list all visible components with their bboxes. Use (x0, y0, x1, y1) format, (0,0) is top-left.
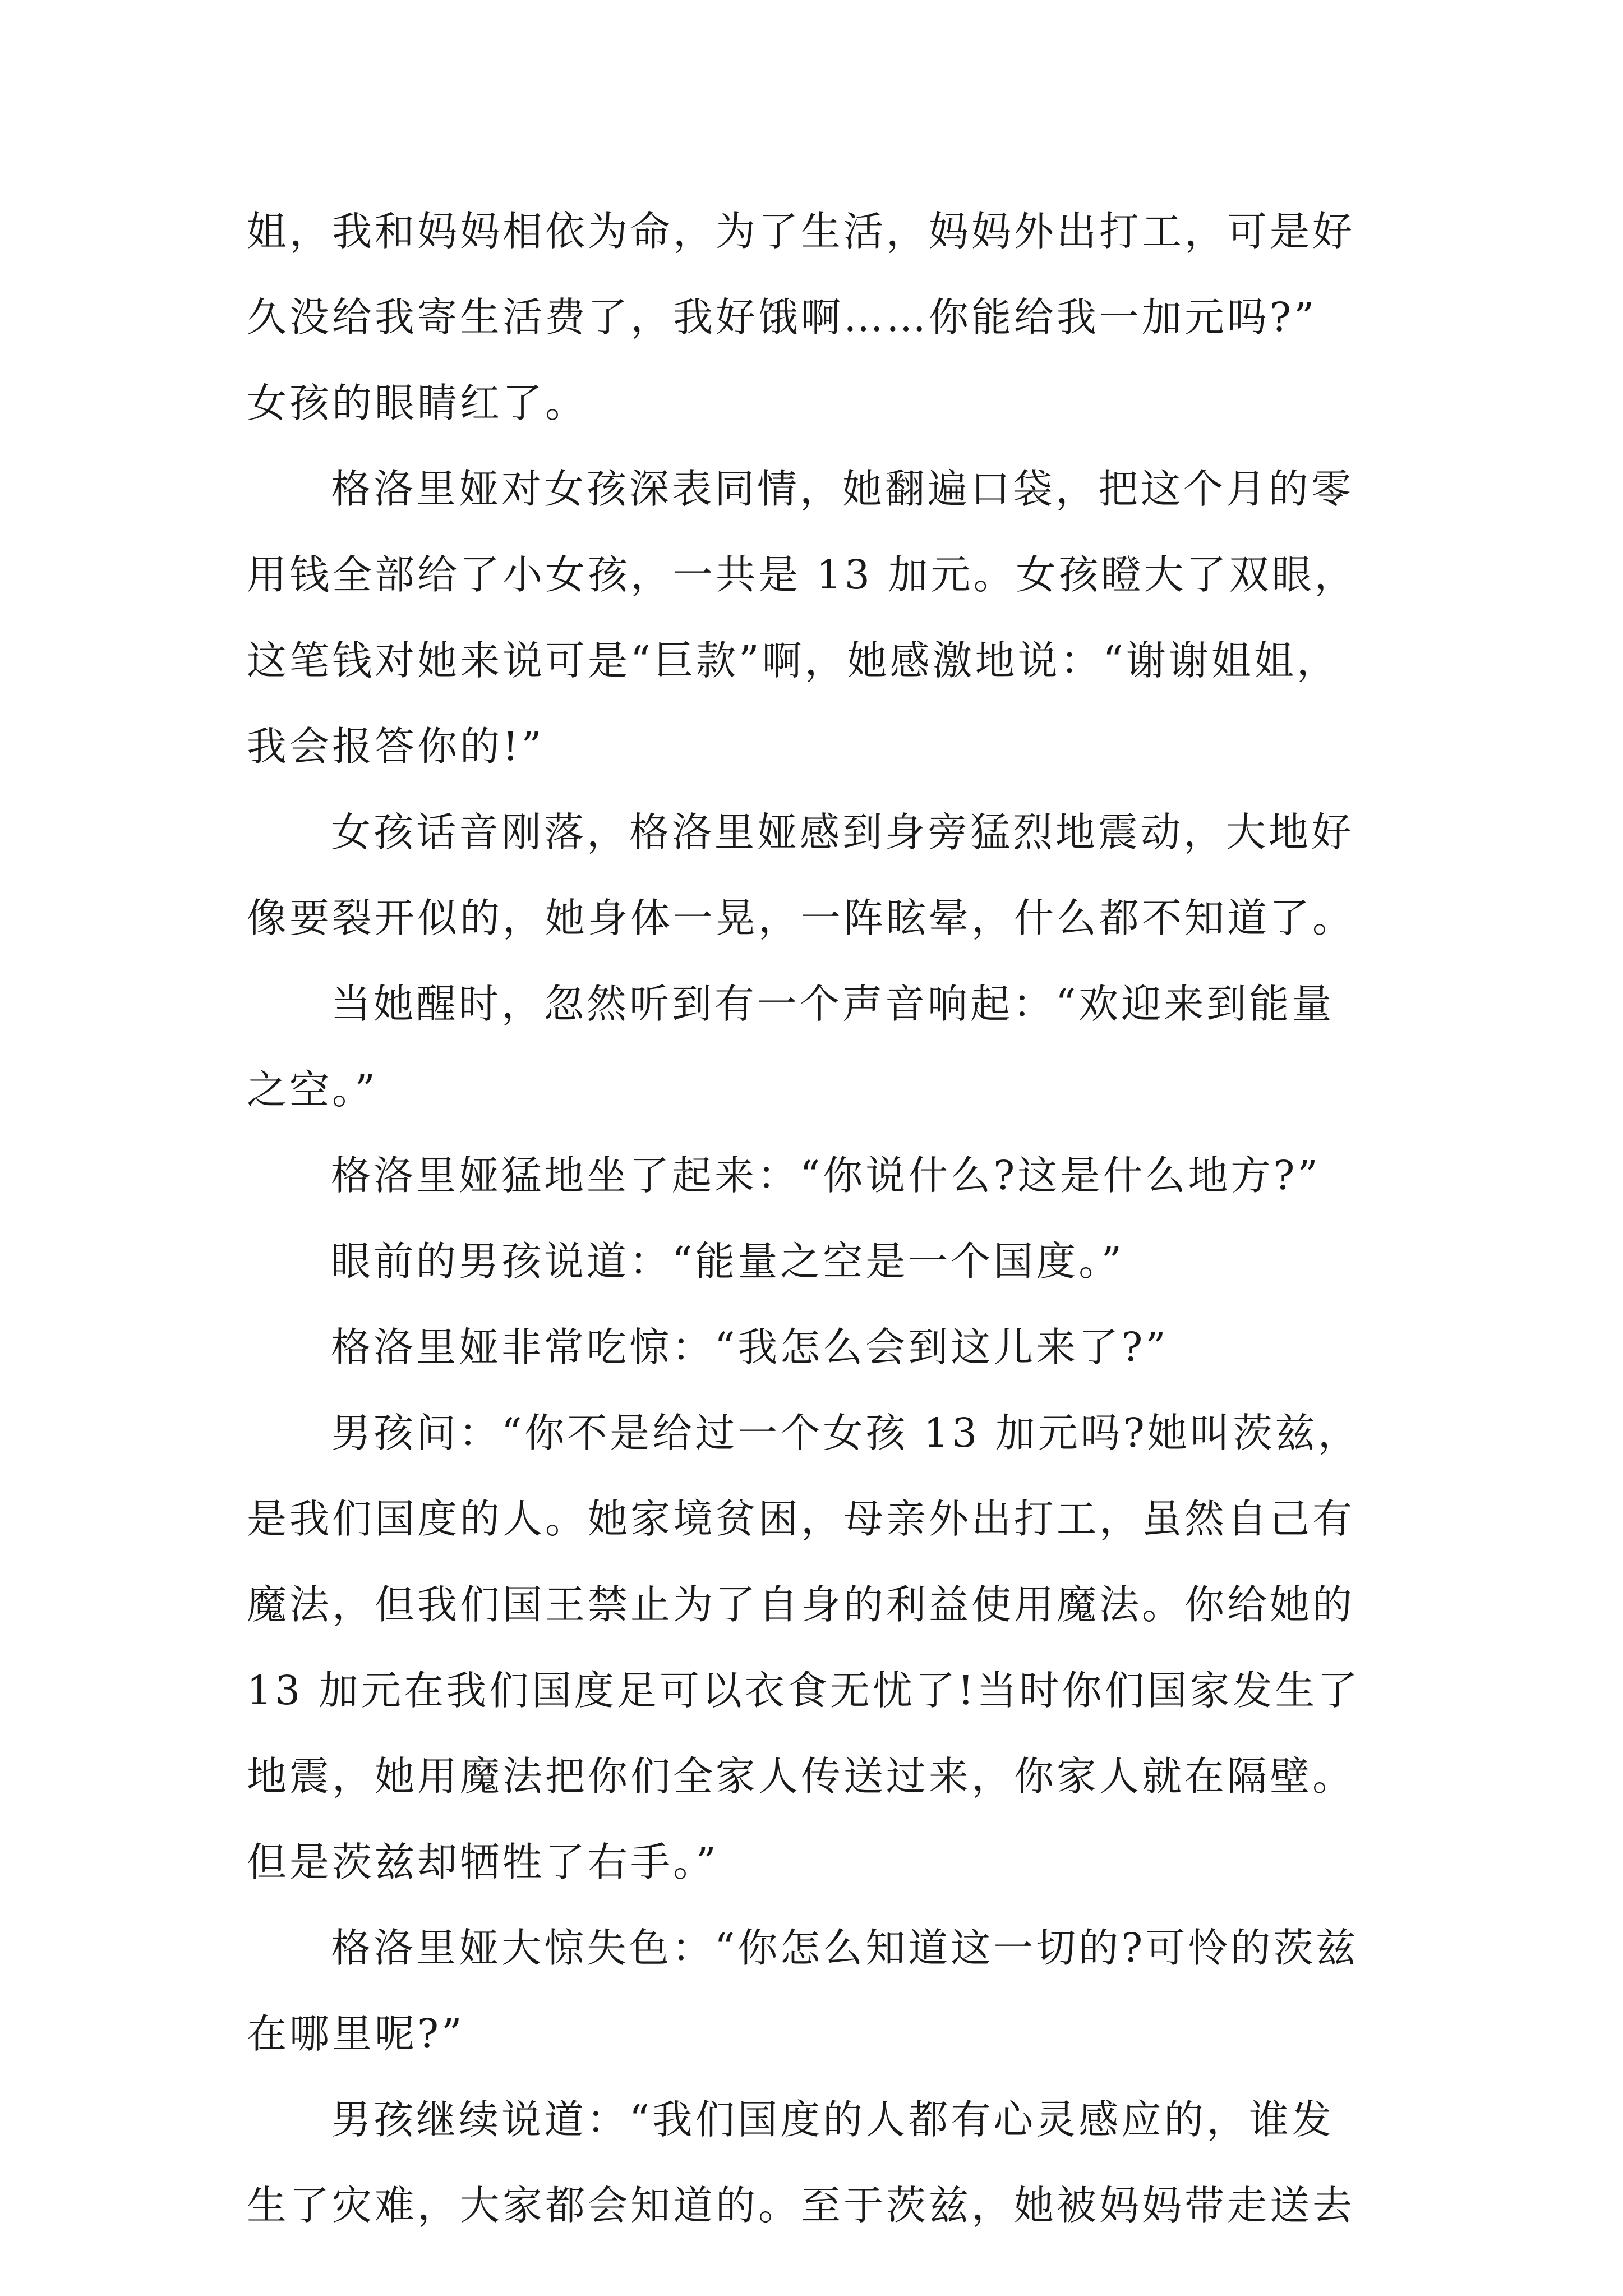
text-line: 地震，她用魔法把你们全家人传送过来，你家人就在隔壁。 (247, 1753, 1355, 1800)
text-line: 眼前的男孩说道：“能量之空是一个国度。” (331, 1238, 1125, 1285)
text-line: 格洛里娅大惊失色：“你怎么知道这一切的?可怜的茨兹 (331, 1925, 1359, 1971)
text-line: 当她醒时，忽然听到有一个声音响起：“欢迎来到能量 (331, 981, 1335, 1027)
text-line: 是我们国度的人。她家境贫困，母亲外出打工，虽然自己有 (247, 1496, 1355, 1542)
text-line: 魔法，但我们国王禁止为了自身的利益使用魔法。你给她的 (247, 1581, 1355, 1628)
text-line: 格洛里娅对女孩深表同情，她翻遍口袋，把这个月的零 (331, 466, 1354, 512)
text-line: 在哪里呢?” (247, 2010, 465, 2057)
text-line: 用钱全部给了小女孩，一共是 13 加元。女孩瞪大了双眼， (247, 551, 1357, 598)
text-line: 像要裂开似的，她身体一晃，一阵眩晕，什么都不知道了。 (247, 895, 1355, 941)
text-line: 生了灾难，大家都会知道的。至于茨兹，她被妈妈带走送去 (247, 2182, 1355, 2229)
text-line: 但是茨兹却牺牲了右手。” (247, 1839, 719, 1885)
text-line: 男孩问：“你不是给过一个女孩 13 加元吗?她叫茨兹， (331, 1410, 1361, 1456)
text-line: 格洛里娅猛地坐了起来：“你说什么?这是什么地方?” (331, 1152, 1321, 1199)
text-line: 之空。” (247, 1066, 378, 1113)
text-line: 格洛里娅非常吃惊：“我怎么会到这儿来了?” (331, 1324, 1169, 1370)
text-line: 女孩话音刚落，格洛里娅感到身旁猛烈地震动，大地好 (331, 809, 1354, 855)
text-line: 女孩的眼睛红了。 (247, 380, 588, 426)
text-line: 男孩继续说道：“我们国度的人都有心灵感应的，谁发 (331, 2096, 1335, 2143)
text-line: 久没给我寄生活费了，我好饿啊……你能给我一加元吗?” (247, 294, 1317, 341)
text-line: 我会报答你的!” (247, 723, 545, 770)
body-text (247, 202, 1391, 2262)
text-line: 13 加元在我们国度足可以衣食无忧了!当时你们国家发生了 (247, 1667, 1361, 1714)
text-line: 姐，我和妈妈相依为命，为了生活，妈妈外出打工，可是好 (247, 208, 1355, 255)
text-line: 这笔钱对她来说可是“巨款”啊，她感激地说：“谢谢姐姐， (247, 637, 1339, 684)
